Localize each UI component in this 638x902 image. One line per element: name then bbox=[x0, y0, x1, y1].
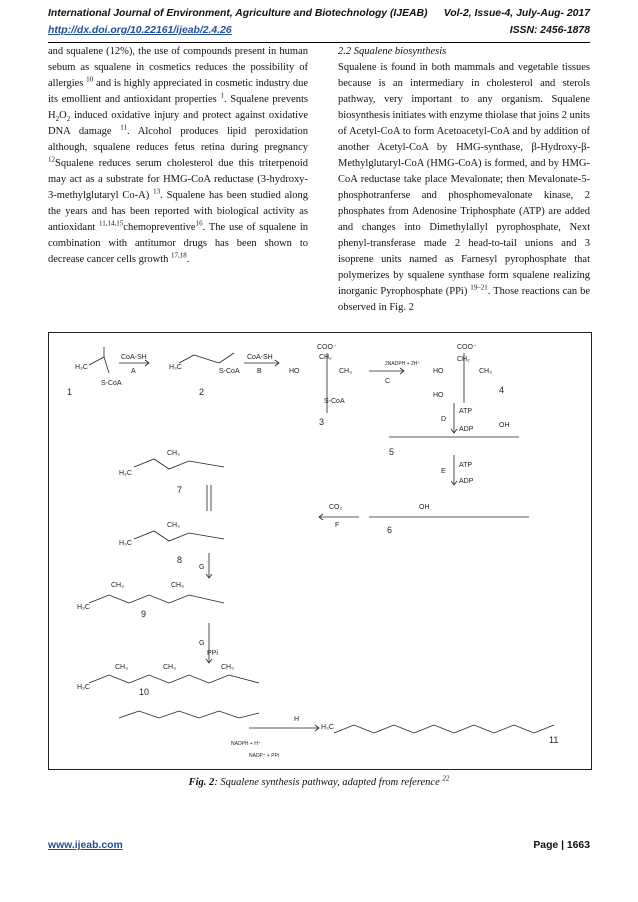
label-nadp2: NADP⁺ + PPi bbox=[249, 753, 280, 759]
text: . Squalene prevents H bbox=[48, 94, 309, 121]
citation: 17,18 bbox=[171, 251, 187, 260]
label-ch3: CH₃ bbox=[171, 582, 184, 589]
compound-11: 11 bbox=[549, 735, 559, 745]
journal-header-links bbox=[48, 25, 590, 43]
text: chemopreventive bbox=[123, 222, 196, 233]
subscript: 2 bbox=[66, 115, 71, 124]
citation: 19–21 bbox=[470, 283, 488, 292]
label-h3c: H₃C bbox=[119, 540, 132, 547]
chain bbox=[134, 459, 224, 469]
text: Squalene is found in both mammals and vegetable tissues because is an intermediary in cholesterol and sterols pathway, very important to any organism. Squalene biosynthesis initiates with enzyme thiolase that joins 2 units of Acetyl-CoA to form Acetoacetyl-CoA and by addition of another Acetyl-CoA by HMG-synthase, β-Hydroxy-β-Methylglutaryl-CoA (HMG-CoA) is formed, and by HMG-CoA reductase take place Mevalonate; then Mevalonate-5-phosphotranferse and phosphomevalonate kinase, 2 phosphates from Adenosine Triphosphate (ATP) are added and changes into Dimethylallyl pyrophosphate, Next phenyl-transferase made 2 head-to-tail unions and 3 isoprene units named as Farnesyl pyrophosphate that polymerizes by squalene synthase form squalene realizing inorganic Pyrophosphate (PPi) bbox=[338, 62, 590, 297]
step-g: G bbox=[199, 564, 205, 571]
step-b: B bbox=[257, 368, 262, 375]
step-c: C bbox=[385, 378, 391, 385]
bond bbox=[179, 355, 194, 363]
compound-6: 6 bbox=[387, 525, 393, 535]
label-co2: CO₂ bbox=[329, 504, 343, 511]
text: induced oxidative injury and protect against oxidative DNA damage bbox=[48, 110, 308, 137]
label-coash: CoA-SH bbox=[247, 354, 273, 361]
label-scoa: S-CoA bbox=[219, 368, 240, 375]
step-g2: G bbox=[199, 640, 205, 647]
text: and squalene (12%), the use of compounds present in human sebum as squalene in cosmetics reduces the possibility of allergies bbox=[48, 46, 308, 89]
citation: 10 bbox=[86, 75, 94, 84]
label-oh: OH bbox=[419, 504, 430, 511]
label-ch3: CH₃ bbox=[115, 664, 128, 671]
left-column bbox=[48, 44, 308, 268]
label-h3c: H₃C bbox=[75, 364, 88, 371]
journal-title: International Journal of Environment, Agriculture and Biotechnology (IJEAB) bbox=[48, 8, 428, 19]
label-nadph: 2NADPH + 2H⁺ bbox=[385, 361, 421, 367]
text: . Those reactions can be observed in Fig. 2 bbox=[338, 286, 590, 313]
label-ho: HO bbox=[433, 368, 444, 375]
compound-4: 4 bbox=[499, 385, 505, 395]
compound-5: 5 bbox=[389, 447, 395, 457]
compound-9: 9 bbox=[141, 609, 147, 619]
label-adp: ADP bbox=[459, 478, 474, 485]
citation: 13 bbox=[153, 187, 161, 196]
subscript: 2 bbox=[55, 115, 60, 124]
label-ch3: CH₃ bbox=[221, 664, 234, 671]
figure-caption bbox=[48, 774, 590, 788]
text: and is highly appreciated in cosmetic industry due its emollient and antioxidant properties bbox=[48, 78, 308, 105]
caption-fig-label: Fig. 2 bbox=[188, 777, 215, 788]
label-h3c: H₃C bbox=[77, 604, 90, 611]
label-atp: ATP bbox=[459, 408, 473, 415]
label-h3c: H₃C bbox=[321, 724, 334, 731]
citation: 11 bbox=[120, 123, 128, 132]
journal-volume: Vol-2, Issue-4, July-Aug- 2017 bbox=[443, 8, 590, 19]
label-ch3: CH₃ bbox=[111, 582, 124, 589]
compound-3: 3 bbox=[319, 417, 325, 427]
compound-1: 1 bbox=[67, 387, 73, 397]
figure-squalene-pathway bbox=[48, 332, 592, 770]
chain bbox=[134, 531, 224, 541]
label-scoa: S-CoA bbox=[101, 380, 122, 387]
compound-2: 2 bbox=[199, 387, 205, 397]
chain bbox=[119, 711, 259, 718]
label-ch2: CH₂ bbox=[457, 356, 470, 363]
site-link[interactable]: www.ijeab.com bbox=[48, 840, 123, 851]
text: Squalene reduces serum cholesterol due this triterpenoid may act as a substrate for HMG-CoA reductase (3-hydroxy-3-methylglutaryl Co-A) bbox=[48, 158, 308, 201]
label-coash: CoA-SH bbox=[121, 354, 147, 361]
bond bbox=[89, 357, 104, 365]
label-ch3: CH₃ bbox=[479, 368, 492, 375]
label-ch3: CH₃ bbox=[339, 368, 352, 375]
label-ho: HO bbox=[289, 368, 300, 375]
page-footer bbox=[48, 840, 590, 854]
step-h: H bbox=[294, 716, 300, 723]
bond bbox=[219, 353, 234, 363]
bond bbox=[104, 357, 109, 373]
label-coo: COO⁻ bbox=[317, 344, 337, 351]
text: . The use of squalene in combination with antitumor drugs has been shown to decrease cancer cells growth bbox=[48, 222, 308, 265]
issn: ISSN: 2456-1878 bbox=[509, 25, 590, 36]
step-a: A bbox=[131, 368, 136, 375]
label-scoa: S-CoA bbox=[324, 398, 345, 405]
chain bbox=[89, 595, 224, 603]
squalene-chain bbox=[334, 725, 554, 733]
label-h3c: H₃C bbox=[169, 364, 182, 371]
label-ch3: CH₃ bbox=[163, 664, 176, 671]
journal-header bbox=[48, 8, 590, 22]
text: O bbox=[59, 110, 67, 121]
doi-link[interactable]: http://dx.doi.org/10.22161/ijeab/2.4.26 bbox=[48, 25, 232, 36]
citation: 1 bbox=[220, 91, 224, 100]
label-ch2: CH₂ bbox=[319, 354, 332, 361]
caption-citation: 22 bbox=[442, 774, 450, 783]
compound-8: 8 bbox=[177, 555, 183, 565]
section-title: 2.2 Squalene biosynthesis bbox=[338, 46, 447, 57]
right-column bbox=[338, 44, 590, 316]
label-atp: ATP bbox=[459, 462, 473, 469]
label-ch3: CH₃ bbox=[167, 450, 180, 457]
step-f: F bbox=[335, 522, 340, 529]
compound-7: 7 bbox=[177, 485, 183, 495]
label-h3c: H₃C bbox=[77, 684, 90, 691]
label-nadph2: NADPH + H⁺ bbox=[231, 741, 261, 747]
step-d: D bbox=[441, 416, 447, 423]
label-coo: COO⁻ bbox=[457, 344, 477, 351]
citation: 12 bbox=[48, 155, 55, 164]
citation: 11,14,15 bbox=[99, 219, 124, 228]
label-h3c: H₃C bbox=[119, 470, 132, 477]
step-e: E bbox=[441, 468, 446, 475]
label-oh: OH bbox=[499, 422, 510, 429]
compound-10: 10 bbox=[139, 687, 150, 697]
label-ppi: PPi bbox=[207, 650, 218, 657]
citation: 16 bbox=[195, 219, 203, 228]
bond bbox=[194, 355, 219, 363]
chain bbox=[89, 675, 259, 683]
pathway-diagram bbox=[49, 333, 591, 769]
text: . Alcohol produces lipid peroxidation although, squalene reduces fetus retina during pregnancy bbox=[48, 126, 308, 153]
label-ho: HO bbox=[433, 392, 444, 399]
page-number: Page | 1663 bbox=[533, 840, 590, 851]
label-adp: ADP bbox=[459, 426, 474, 433]
caption-text: : Squalene synthesis pathway, adapted from reference bbox=[214, 777, 443, 788]
text: . Squalene has been studied along the years and has been reported with biological activity as antioxidant bbox=[48, 190, 308, 233]
text: . bbox=[186, 254, 190, 265]
label-ch3: CH₃ bbox=[167, 522, 180, 529]
